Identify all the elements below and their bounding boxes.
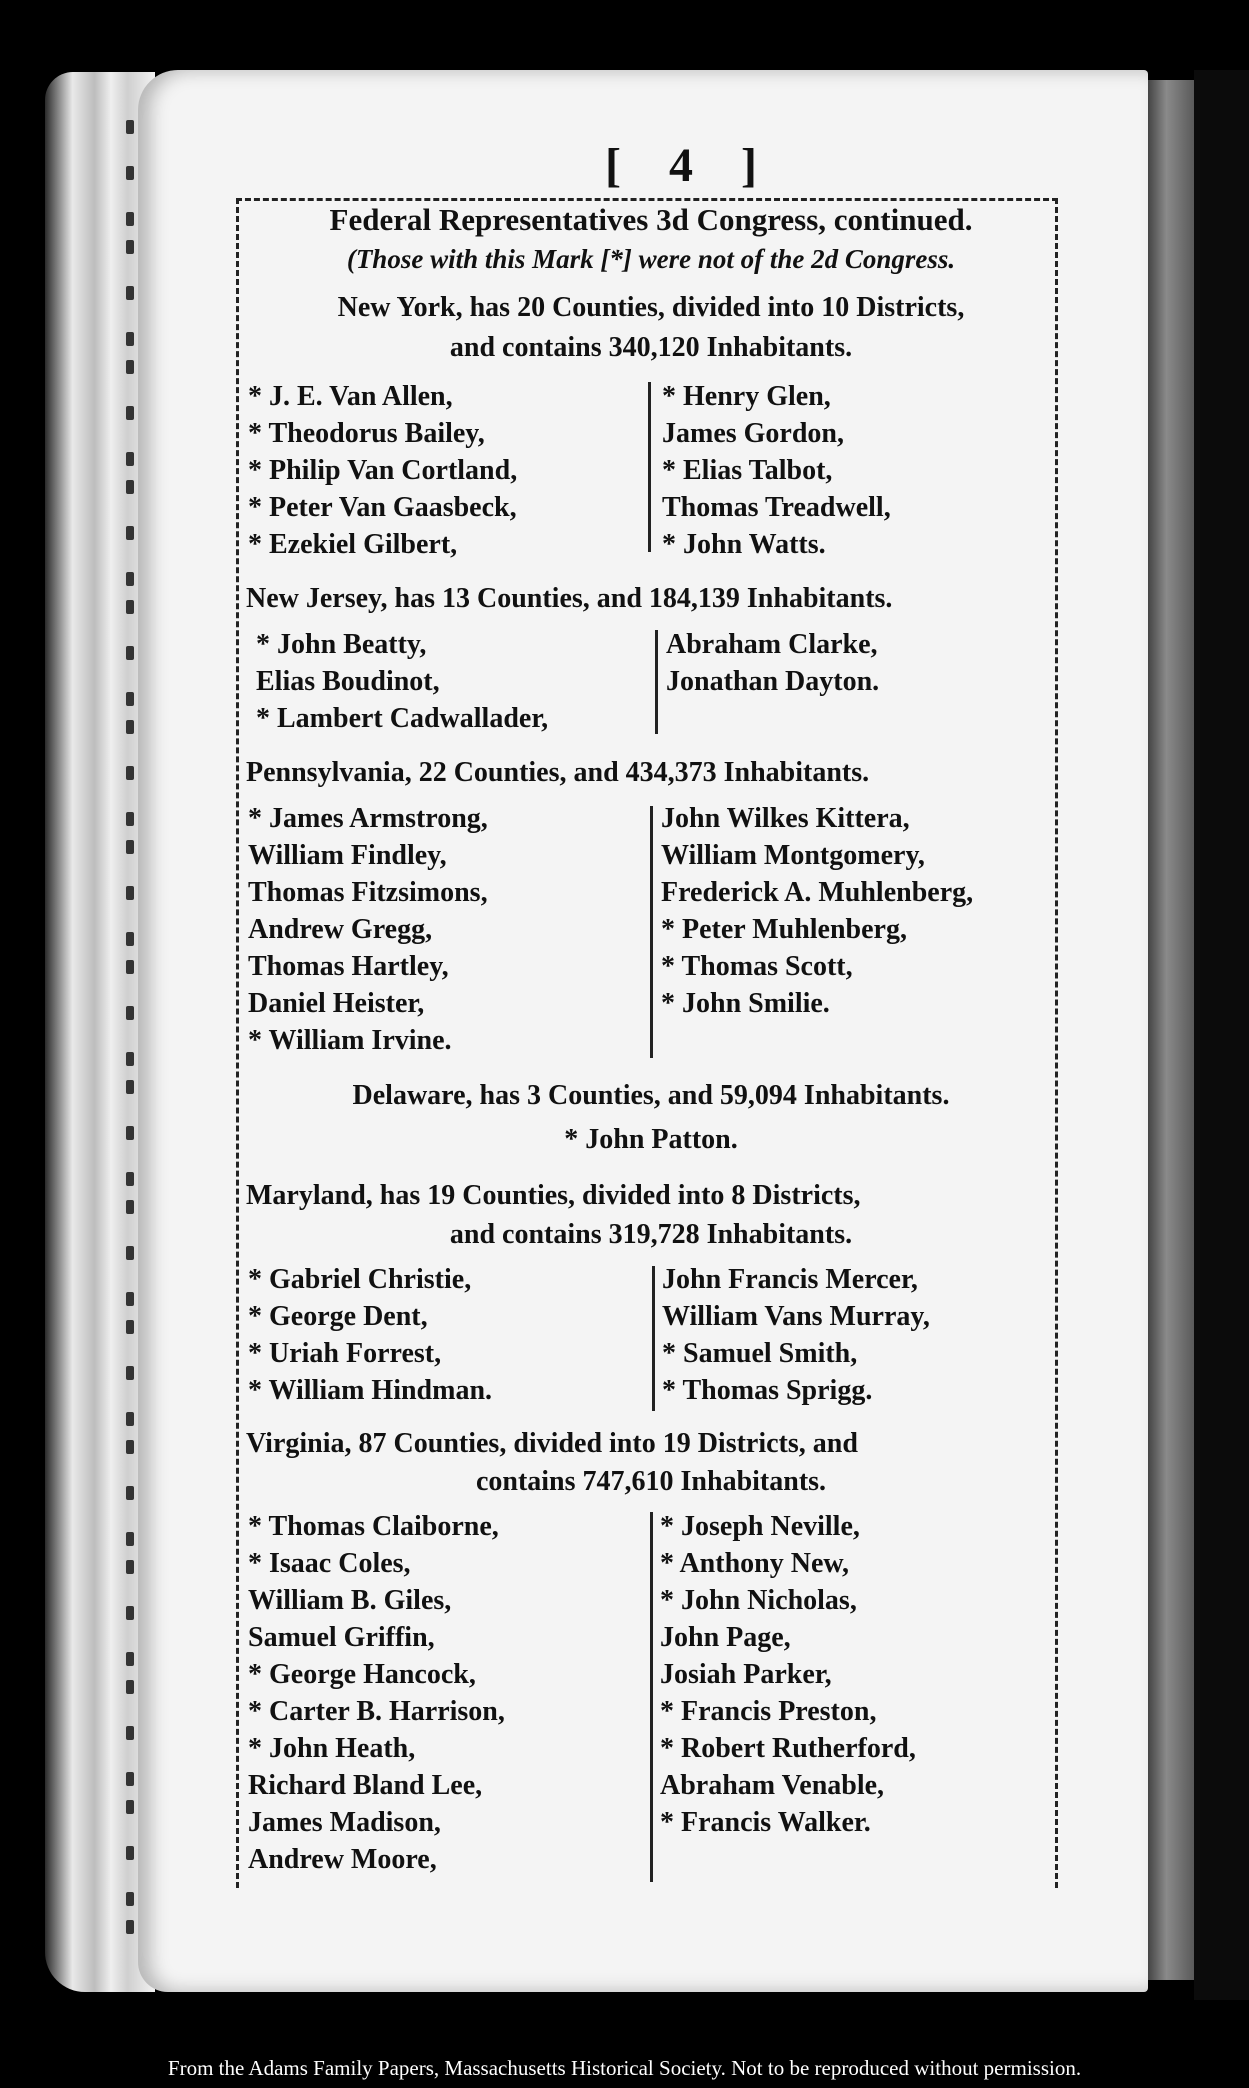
member-name: * Ezekiel Gilbert, — [248, 529, 458, 560]
mark-note: (Those with this Mark [*] were not of the 2d Congress. — [346, 244, 956, 274]
page-edge-mark — [126, 1680, 134, 1694]
page-edge-mark — [126, 840, 134, 854]
page-edge-mark — [126, 812, 134, 826]
member-name: James Madison, — [248, 1807, 441, 1838]
page-edge-mark — [126, 1532, 134, 1546]
page-number: [ 4 ] — [605, 139, 775, 192]
member-name: * John Patton. — [564, 1124, 738, 1155]
column-divider — [650, 806, 653, 1058]
member-name: * Lambert Cadwallader, — [256, 703, 549, 734]
member-name: Samuel Griffin, — [248, 1622, 435, 1653]
member-name: William B. Giles, — [248, 1585, 452, 1616]
page-edge-mark — [126, 286, 134, 300]
column-divider — [648, 382, 651, 552]
member-name: * Thomas Scott, — [661, 951, 853, 982]
member-name: * J. E. Van Allen, — [248, 381, 453, 412]
page-edge-mark — [126, 240, 134, 254]
member-name: * Joseph Neville, — [660, 1511, 860, 1542]
page-edge-mark — [126, 360, 134, 374]
column-divider — [650, 1512, 653, 1882]
member-name: Daniel Heister, — [248, 988, 425, 1019]
member-name: Frederick A. Muhlenberg, — [661, 877, 974, 908]
member-name: * Francis Preston, — [660, 1696, 877, 1727]
virginia-heading: Virginia, 87 Counties, divided into 19 Districts, and — [246, 1428, 858, 1459]
member-name: John Page, — [660, 1622, 791, 1653]
member-name: * John Beatty, — [256, 629, 427, 660]
page-edge-mark — [126, 932, 134, 946]
page-edge-mark — [126, 572, 134, 586]
pennsylvania-left-list — [248, 800, 488, 1059]
page-edge-mark — [126, 1052, 134, 1066]
page-edge-mark — [126, 1892, 134, 1906]
member-name: James Gordon, — [662, 418, 844, 449]
page-edge-mark — [126, 1292, 134, 1306]
member-name: * Philip Van Cortland, — [248, 455, 518, 486]
member-name: * Thomas Sprigg. — [662, 1375, 873, 1406]
member-name: * Isaac Coles, — [248, 1548, 411, 1579]
page-edge-mark — [126, 692, 134, 706]
member-name: Jonathan Dayton. — [666, 666, 880, 697]
page-edge-mark — [126, 1772, 134, 1786]
page-edge-mark — [126, 1560, 134, 1574]
member-name: * James Armstrong, — [248, 803, 488, 834]
pennsylvania-right-list — [661, 800, 973, 1022]
member-name: * Francis Walker. — [660, 1807, 871, 1838]
member-name: Thomas Fitzsimons, — [248, 877, 488, 908]
member-name: * Peter Van Gaasbeck, — [248, 492, 517, 523]
member-name: Abraham Venable, — [660, 1770, 885, 1801]
page-edge-mark — [126, 406, 134, 420]
page-edge-mark — [126, 1726, 134, 1740]
page-edge-mark — [126, 526, 134, 540]
page-edge-mark — [126, 600, 134, 614]
page-edge-mark — [126, 1486, 134, 1500]
page-edge-mark — [126, 212, 134, 226]
page-edge-mark — [126, 1800, 134, 1814]
page-edge-mark — [126, 120, 134, 134]
page-edge-mark — [126, 166, 134, 180]
member-name: * William Irvine. — [248, 1025, 452, 1056]
member-name: * William Hindman. — [248, 1375, 493, 1406]
column-divider — [652, 1266, 655, 1411]
member-name: Thomas Hartley, — [248, 951, 449, 982]
member-name: * Carter B. Harrison, — [248, 1696, 505, 1727]
page-edge-mark — [126, 1606, 134, 1620]
member-name: * Robert Rutherford, — [660, 1733, 916, 1764]
member-name: Abraham Clarke, — [666, 629, 878, 660]
member-name: William Montgomery, — [661, 840, 925, 871]
copyright-footer: From the Adams Family Papers, Massachusetts Historical Society. Not to be reproduced without permission. — [167, 2056, 1082, 2080]
virginia-heading-2: contains 747,610 Inhabitants. — [475, 1466, 827, 1497]
new-jersey-heading: New Jersey, has 13 Counties, and 184,139 Inhabitants. — [246, 583, 893, 614]
delaware-heading: Delaware, has 3 Counties, and 59,094 Inhabitants. — [352, 1080, 950, 1111]
member-name: * George Hancock, — [248, 1659, 476, 1690]
member-name: * John Smilie. — [661, 988, 830, 1019]
page-edge-mark — [126, 1320, 134, 1334]
page-edge-mark — [126, 1200, 134, 1214]
member-name: * George Dent, — [248, 1301, 428, 1332]
page-edge-mark — [126, 646, 134, 660]
member-name: * John Watts. — [662, 529, 826, 560]
new-jersey-left-list — [256, 626, 548, 737]
member-name: Richard Bland Lee, — [248, 1770, 483, 1801]
book-spine-shadow — [1148, 80, 1194, 1980]
page-title: Federal Representatives 3d Congress, continued. — [329, 202, 973, 237]
page-edge-mark — [126, 480, 134, 494]
book-spine — [1194, 70, 1249, 2000]
new-jersey-right-list — [666, 626, 879, 700]
page-edge-mark — [126, 766, 134, 780]
page-edge-mark — [126, 1846, 134, 1860]
member-name: Andrew Gregg, — [248, 914, 433, 945]
virginia-left-list — [248, 1508, 505, 1878]
new-york-heading-2: and contains 340,120 Inhabitants. — [449, 332, 853, 363]
page-edge-mark — [126, 720, 134, 734]
page-edge-mark — [126, 1440, 134, 1454]
pennsylvania-heading: Pennsylvania, 22 Counties, and 434,373 Inhabitants. — [246, 757, 870, 788]
member-name: * Peter Muhlenberg, — [661, 914, 907, 945]
member-name: * John Heath, — [248, 1733, 416, 1764]
page-edge-mark — [126, 332, 134, 346]
new-york-left-list — [248, 378, 517, 563]
member-name: John Francis Mercer, — [662, 1264, 918, 1295]
member-name: William Findley, — [248, 840, 447, 871]
member-name: * Thomas Claiborne, — [248, 1511, 499, 1542]
member-name: * John Nicholas, — [660, 1585, 857, 1616]
member-name: * Anthony New, — [660, 1548, 850, 1579]
member-name: William Vans Murray, — [662, 1301, 930, 1332]
member-name: Thomas Treadwell, — [662, 492, 891, 523]
member-name: Josiah Parker, — [660, 1659, 832, 1690]
page-edge-mark — [126, 1412, 134, 1426]
member-name: * Samuel Smith, — [662, 1338, 858, 1369]
page-edge-mark — [126, 1006, 134, 1020]
virginia-right-list — [660, 1508, 916, 1841]
maryland-heading-2: and contains 319,728 Inhabitants. — [449, 1219, 853, 1250]
column-divider — [655, 630, 658, 734]
member-name: * Uriah Forrest, — [248, 1338, 442, 1369]
page-edge-mark — [126, 1920, 134, 1934]
member-name: * Elias Talbot, — [662, 455, 833, 486]
page-edge-mark — [126, 1080, 134, 1094]
page-edge-mark — [126, 1126, 134, 1140]
member-name: John Wilkes Kittera, — [661, 803, 910, 834]
member-name: * Theodorus Bailey, — [248, 418, 485, 449]
maryland-heading: Maryland, has 19 Counties, divided into 8 Districts, — [246, 1180, 861, 1211]
page-edge-mark — [126, 1652, 134, 1666]
new-york-heading: New York, has 20 Counties, divided into 10 Districts, — [337, 292, 965, 323]
page-edge-mark — [126, 1246, 134, 1260]
page-edge-mark — [126, 886, 134, 900]
page-edge-mark — [126, 960, 134, 974]
page-edge-mark — [126, 452, 134, 466]
member-name: Andrew Moore, — [248, 1844, 437, 1875]
page-edge-mark — [126, 1366, 134, 1380]
member-name: * Henry Glen, — [662, 381, 831, 412]
member-name: Elias Boudinot, — [256, 666, 440, 697]
new-york-right-list — [662, 378, 891, 563]
maryland-left-list — [248, 1261, 492, 1409]
maryland-right-list — [662, 1261, 930, 1409]
page-edge-mark — [126, 1172, 134, 1186]
member-name: * Gabriel Christie, — [248, 1264, 472, 1295]
